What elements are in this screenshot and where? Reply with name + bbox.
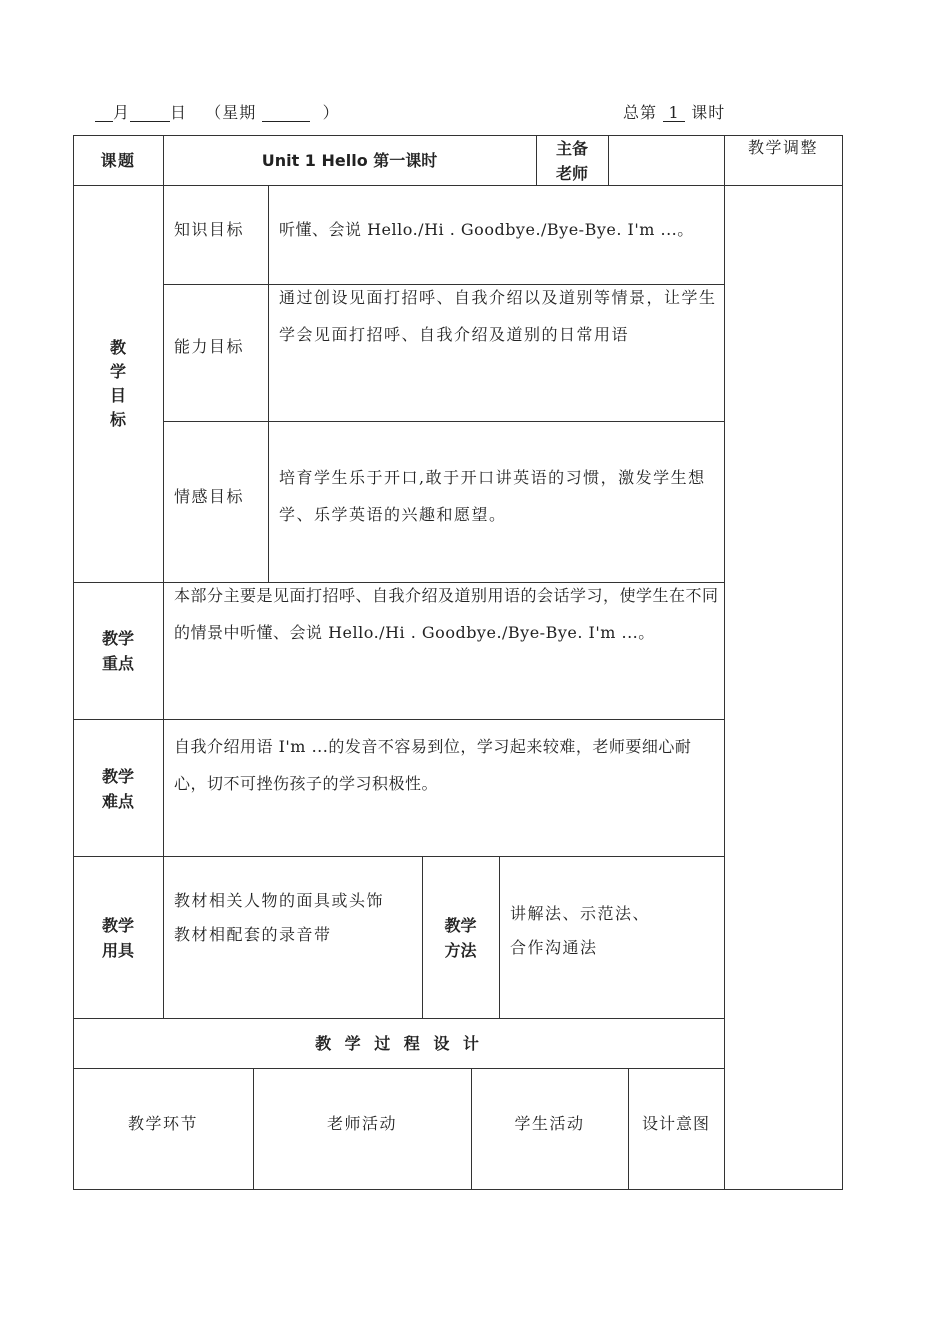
day-suffix: 日	[170, 103, 188, 122]
process-col-stage: 教学环节	[127, 1114, 198, 1133]
key-points-label-line2: 重点	[101, 654, 134, 673]
day-blank	[130, 105, 170, 122]
tools-label-line1: 教学	[101, 916, 134, 935]
emotion-label: 情感目标	[174, 487, 245, 506]
objectives-char-1: 教	[109, 338, 126, 357]
methods-label	[422, 913, 499, 963]
process-col-intent: 设计意图	[641, 1114, 710, 1133]
lead-teacher-label-line2: 老师	[555, 164, 588, 183]
total-suffix: 课时	[691, 103, 726, 122]
month-suffix: 月	[113, 103, 131, 122]
process-col-student: 学生活动	[514, 1114, 585, 1133]
month-blank	[95, 105, 113, 122]
total-value: 1	[663, 105, 685, 122]
topic-value: Unit 1 Hello 第一课时	[261, 151, 438, 170]
lead-teacher-label	[536, 136, 608, 186]
topic-label: 课题	[100, 151, 136, 170]
tools-label	[73, 913, 163, 963]
weekday-close: ）	[322, 103, 340, 122]
emotion-text: 培育学生乐于开口,敢于开口讲英语的习惯，激发学生想学、乐学英语的兴趣和愿望。	[279, 468, 706, 524]
difficulties-label-line2: 难点	[101, 792, 134, 811]
weekday-blank	[262, 105, 310, 122]
objectives-char-3: 目	[109, 386, 126, 405]
lesson-count	[623, 100, 725, 123]
process-col-teacher: 老师活动	[326, 1114, 397, 1133]
methods-line-1: 讲解法、示范法、	[510, 904, 651, 923]
methods-label-line2: 方法	[444, 941, 477, 960]
adjust-label: 教学调整	[747, 138, 818, 157]
key-points-label	[73, 626, 163, 676]
key-points-text: 本部分主要是见面打招呼、自我介绍及道别用语的会话学习，使学生在不同的情景中听懂、会说 Hello./Hi . Goodbye./Bye-Bye. I'm ...。	[174, 586, 719, 642]
ability-label: 能力目标	[174, 337, 245, 356]
objectives-label	[104, 336, 132, 432]
knowledge-text: 听懂、会说 Hello./Hi . Goodbye./Bye-Bye. I'm ...。	[279, 220, 694, 239]
objectives-char-4: 标	[109, 410, 126, 429]
methods-line-2: 合作沟通法	[510, 938, 598, 957]
lead-teacher-label-line1: 主备	[555, 139, 588, 158]
tools-label-line2: 用具	[101, 941, 134, 960]
objectives-char-2: 学	[109, 362, 126, 381]
key-points-label-line1: 教学	[101, 629, 134, 648]
tools-line-1: 教材相关人物的面具或头饰	[174, 891, 385, 910]
process-title: 教 学 过 程 设 计	[315, 1034, 483, 1053]
methods-label-line1: 教学	[444, 916, 477, 935]
date-line	[95, 100, 340, 123]
tools-line-2: 教材相配套的录音带	[174, 925, 332, 944]
ability-text: 通过创设见面打招呼、自我介绍以及道别等情景，让学生学会见面打招呼、自我介绍及道别的日常用语	[279, 288, 717, 344]
difficulties-label	[73, 764, 163, 814]
difficulties-text: 自我介绍用语 I'm ...的发音不容易到位，学习起来较难，老师要细心耐心，切不可挫伤孩子的学习积极性。	[174, 737, 692, 793]
total-prefix: 总第	[623, 103, 658, 122]
knowledge-label: 知识目标	[174, 220, 245, 239]
difficulties-label-line1: 教学	[101, 767, 134, 786]
weekday-open: （星期	[205, 103, 257, 122]
